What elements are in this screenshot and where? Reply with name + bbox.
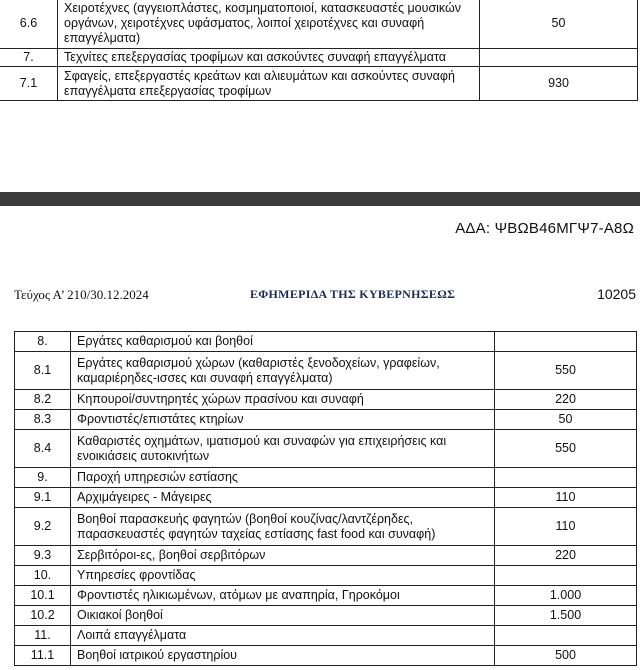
row-number: 11.1 — [15, 646, 71, 666]
table-row — [15, 586, 637, 606]
row-number: 6.6 — [0, 0, 58, 49]
table-row — [15, 410, 637, 430]
occupation-description: Χειροτέχνες (αγγειοπλάστες, κοσμηματοποιοί, κατασκευαστές μουσικών οργάνων, χειροτέχνες υφάσματος, λοιποί χειροτέχνες και συναφή επαγγέλματα) — [58, 0, 480, 49]
table-row — [15, 488, 637, 508]
occupations-table — [14, 331, 637, 666]
issue-label: Τεύχος Α’ 210/30.12.2024 — [14, 287, 149, 302]
quota-value — [480, 49, 638, 67]
occupation-description: Βοηθοί παρασκευής φαγητών (βοηθοί κουζίνας/λαντζέρηδες, παρασκευαστές φαγητών ταχείας εστίασης fast food και συναφή) — [71, 508, 495, 546]
row-number: 10. — [15, 566, 71, 586]
table-row — [15, 646, 637, 666]
table-row — [0, 0, 638, 49]
row-number: 8.3 — [15, 410, 71, 430]
row-number: 7. — [0, 49, 58, 67]
table-row — [15, 468, 637, 488]
table-row — [15, 390, 637, 410]
page-number: 10205 — [597, 286, 636, 302]
table-row — [0, 49, 638, 67]
quota-value: 220 — [495, 390, 637, 410]
row-number: 10.2 — [15, 606, 71, 626]
row-number: 11. — [15, 626, 71, 646]
quota-value: 110 — [495, 488, 637, 508]
quota-value — [495, 332, 637, 352]
occupation-description: Σερβιτόροι-ες, βοηθοί σερβιτόρων — [71, 546, 495, 566]
quota-value: 1.500 — [495, 606, 637, 626]
quota-value — [495, 626, 637, 646]
quota-value: 550 — [495, 352, 637, 390]
quota-value: 930 — [480, 67, 638, 101]
occupation-description: Κηπουροί/συντηρητές χώρων πρασίνου και συναφή — [71, 390, 495, 410]
row-number: 9.2 — [15, 508, 71, 546]
table-row — [15, 430, 637, 468]
table-row — [15, 508, 637, 546]
occupation-description: Φροντιστές/επιστάτες κτηρίων — [71, 410, 495, 430]
occupation-description: Παροχή υπηρεσιών εστίασης — [71, 468, 495, 488]
occupation-description: Φροντιστές ηλικιωμένων, ατόμων με αναπηρία, Γηροκόμοι — [71, 586, 495, 606]
quota-value — [495, 468, 637, 488]
quota-value: 550 — [495, 430, 637, 468]
row-number: 8. — [15, 332, 71, 352]
occupation-description: Τεχνίτες επεξεργασίας τροφίμων και ασκούντες συναφή επαγγέλματα — [58, 49, 480, 67]
quota-value: 1.000 — [495, 586, 637, 606]
occupation-description: Καθαριστές οχημάτων, ιματισμού και συναφών για επιχειρήσεις και ενοικιάσεις αυτοκινήτων — [71, 430, 495, 468]
page-separator — [0, 192, 640, 206]
occupation-description: Βοηθοί ιατρικού εργαστηρίου — [71, 646, 495, 666]
quota-value: 50 — [480, 0, 638, 49]
table-row — [15, 332, 637, 352]
row-number: 8.4 — [15, 430, 71, 468]
quota-value — [495, 566, 637, 586]
table-row — [15, 352, 637, 390]
row-number: 10.1 — [15, 586, 71, 606]
row-number: 8.1 — [15, 352, 71, 390]
occupations-table-top — [0, 0, 638, 101]
table-row — [15, 566, 637, 586]
row-number: 8.2 — [15, 390, 71, 410]
occupation-description: Σφαγείς, επεξεργαστές κρεάτων και αλιευμάτων και ασκούντες συναφή επαγγέλματα επεξεργασίας τροφίμων — [58, 67, 480, 101]
quota-value: 220 — [495, 546, 637, 566]
table-row — [15, 546, 637, 566]
quota-value: 110 — [495, 508, 637, 546]
table-row — [15, 606, 637, 626]
row-number: 9.1 — [15, 488, 71, 508]
gazette-title: ΕΦΗΜΕΡΙΔΑ ΤΗΣ ΚΥΒΕΡΝΗΣΕΩΣ — [250, 287, 456, 301]
table-row — [0, 67, 638, 101]
occupation-description: Λοιπά επαγγέλματα — [71, 626, 495, 646]
row-number: 9.3 — [15, 546, 71, 566]
occupation-description: Εργάτες καθαρισμού χώρων (καθαριστές ξενοδοχείων, γραφείων, καμαριέρηδες-ισσες και συναφή επαγγέλματα) — [71, 352, 495, 390]
table-row — [15, 626, 637, 646]
quota-value: 50 — [495, 410, 637, 430]
occupation-description: Εργάτες καθαρισμού και βοηθοί — [71, 332, 495, 352]
quota-value: 500 — [495, 646, 637, 666]
occupation-description: Υπηρεσίες φροντίδας — [71, 566, 495, 586]
previous-page — [0, 0, 640, 192]
occupation-description: Οικιακοί βοηθοί — [71, 606, 495, 626]
row-number: 9. — [15, 468, 71, 488]
gazette-header — [14, 284, 636, 304]
row-number: 7.1 — [0, 67, 58, 101]
ada-code: ΑΔΑ: ΨΒΩΒ46ΜΓΨ7-Α8Ω — [455, 220, 634, 237]
occupation-description: Αρχιμάγειρες - Μάγειρες — [71, 488, 495, 508]
